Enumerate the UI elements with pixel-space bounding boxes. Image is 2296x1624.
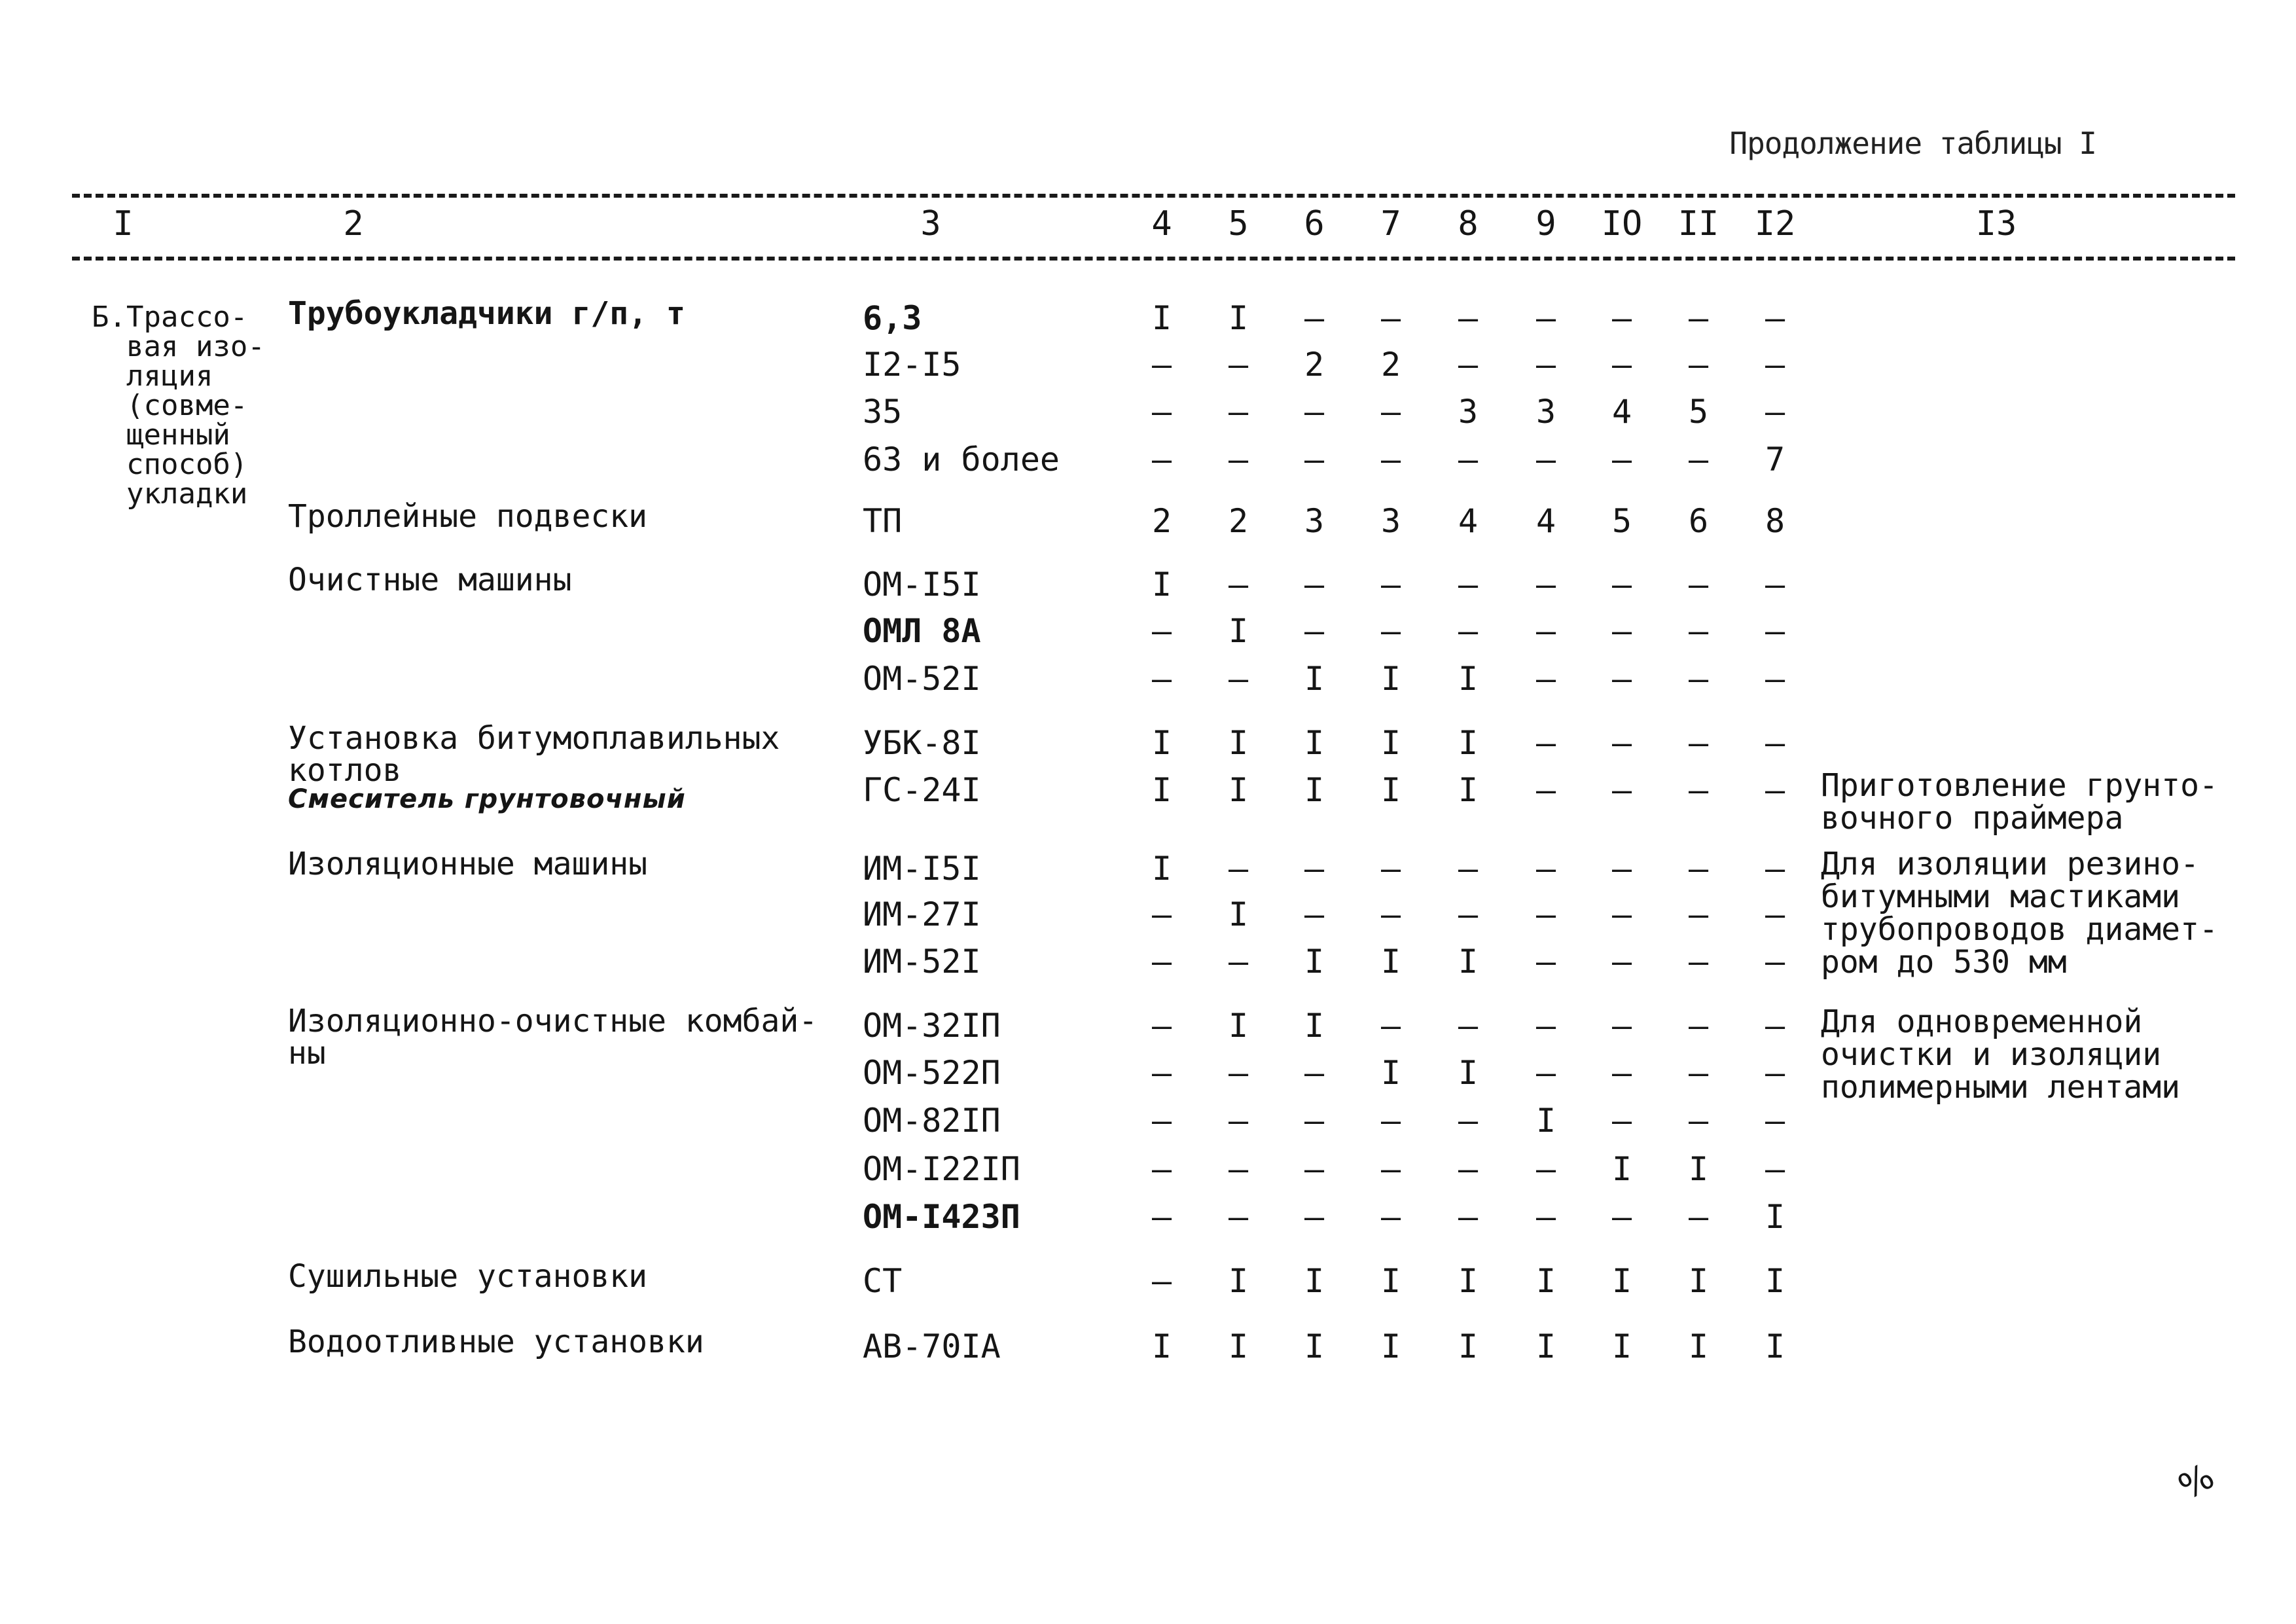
table-cell: I (1458, 660, 1479, 698)
table-cell: – (1228, 393, 1249, 431)
table-cell: 7 (1765, 441, 1785, 478)
handwritten-note: Смеситель грунтовочный (288, 784, 686, 814)
table-cell: – (1611, 299, 1632, 337)
table-cell: I (1304, 771, 1325, 809)
note-combine: Для одновременной очистки и изоляции полимерными лентами (1821, 1003, 2181, 1106)
table-cell: – (1151, 1102, 1172, 1140)
table-cell: – (1304, 566, 1325, 604)
table-cell: I (1765, 1327, 1785, 1365)
row-code: ОМ-522П (863, 1054, 1001, 1092)
header-rule-top (72, 194, 2235, 198)
row-code: 63 и более (863, 441, 1060, 478)
table-cell: I (1611, 1327, 1632, 1365)
column-header: 7 (1380, 204, 1401, 244)
table-cell: I (1380, 943, 1401, 981)
table-cell: – (1765, 612, 1785, 650)
table-cell: – (1458, 299, 1479, 337)
row-code: ОМЛ 8А (863, 612, 981, 650)
table-cell: – (1765, 1150, 1785, 1188)
table-cell: – (1765, 895, 1785, 933)
table-cell: I (1458, 943, 1479, 981)
table-cell: I (1688, 1327, 1709, 1365)
column-header: IO (1601, 204, 1643, 244)
row-name: Троллейные подвески (288, 498, 648, 535)
table-cell: – (1380, 1007, 1401, 1045)
table-cell: – (1151, 612, 1172, 650)
table-cell: – (1151, 660, 1172, 698)
row-code: 35 (863, 393, 903, 431)
table-cell: 8 (1765, 502, 1785, 540)
table-cell: – (1611, 1102, 1632, 1140)
column-header: I2 (1754, 204, 1796, 244)
table-cell: I (1304, 1007, 1325, 1045)
table-cell: 6 (1688, 502, 1709, 540)
table-cell: – (1458, 1007, 1479, 1045)
table-cell: – (1765, 943, 1785, 981)
table-cell: – (1765, 724, 1785, 762)
note-insulation: Для изоляции резино- битумными мастиками трубопроводов диамет- ром до 530 мм (1821, 846, 2218, 981)
table-cell: 2 (1304, 346, 1325, 384)
table-cell: 4 (1535, 502, 1556, 540)
table-cell: – (1688, 612, 1709, 650)
table-cell: – (1304, 393, 1325, 431)
row-code: ГС-24I (863, 771, 981, 809)
table-cell: – (1151, 1150, 1172, 1188)
row-code: ТП (863, 502, 903, 540)
row-name: Изоляционно-очистные комбай- ны (288, 1003, 818, 1072)
table-cell: – (1765, 771, 1785, 809)
table-cell: I (1535, 1102, 1556, 1140)
table-cell: – (1380, 566, 1401, 604)
table-cell: – (1380, 299, 1401, 337)
table-cell: I (1304, 943, 1325, 981)
row-name: Трубоукладчики г/п, т (288, 295, 685, 332)
row-code: АВ-70IА (863, 1327, 1001, 1365)
row-code: I2-I5 (863, 346, 961, 384)
column-header: 6 (1304, 204, 1325, 244)
table-cell: I (1228, 895, 1249, 933)
table-cell: – (1688, 1054, 1709, 1092)
table-cell: I (1304, 724, 1325, 762)
table-cell: I (1151, 566, 1172, 604)
table-cell: – (1611, 895, 1632, 933)
column-header: 4 (1151, 204, 1172, 244)
table-cell: – (1535, 771, 1556, 809)
table-cell: 2 (1380, 346, 1401, 384)
table-cell: I (1151, 850, 1172, 888)
column-header: I3 (1975, 204, 2017, 244)
table-cell: – (1611, 1198, 1632, 1236)
table-cell: I (1151, 299, 1172, 337)
table-cell: 4 (1611, 393, 1632, 431)
table-cell: – (1151, 1007, 1172, 1045)
table-cell: 3 (1535, 393, 1556, 431)
row-code: ИМ-27I (863, 895, 981, 933)
page-mark: % (2171, 1455, 2221, 1508)
row-code: ОМ-I22IП (863, 1150, 1020, 1188)
table-cell: I (1151, 1327, 1172, 1365)
table-cell: – (1765, 299, 1785, 337)
table-cell: – (1611, 566, 1632, 604)
table-cell: – (1304, 441, 1325, 478)
table-cell: – (1688, 660, 1709, 698)
table-cell: I (1151, 724, 1172, 762)
table-cell: I (1458, 1262, 1479, 1300)
table-cell: 2 (1151, 502, 1172, 540)
table-cell: – (1151, 1262, 1172, 1300)
table-cell: – (1304, 612, 1325, 650)
table-cell: – (1535, 346, 1556, 384)
table-cell: – (1611, 612, 1632, 650)
row-name: Водоотливные установки (288, 1324, 704, 1360)
table-cell: – (1380, 393, 1401, 431)
table-cell: I (1228, 1007, 1249, 1045)
row-code: ОМ-I5I (863, 566, 981, 604)
table-cell: – (1765, 1007, 1785, 1045)
table-cell: I (1151, 771, 1172, 809)
table-cell: – (1151, 346, 1172, 384)
table-cell: – (1458, 441, 1479, 478)
table-cell: I (1611, 1262, 1632, 1300)
table-cell: – (1380, 1198, 1401, 1236)
table-cell: – (1688, 299, 1709, 337)
table-cell: – (1304, 895, 1325, 933)
table-cell: 3 (1458, 393, 1479, 431)
table-cell: I (1611, 1150, 1632, 1188)
table-cell: – (1228, 1102, 1249, 1140)
table-cell: – (1688, 895, 1709, 933)
table-cell: – (1535, 299, 1556, 337)
table-cell: – (1611, 724, 1632, 762)
table-cell: – (1688, 1198, 1709, 1236)
table-cell: I (1535, 1262, 1556, 1300)
table-cell: – (1458, 566, 1479, 604)
table-cell: – (1228, 441, 1249, 478)
column-header: II (1677, 204, 1719, 244)
row-code: УБК-8I (863, 724, 981, 762)
column-header: 8 (1458, 204, 1479, 244)
table-cell: – (1228, 1054, 1249, 1092)
table-cell: – (1535, 612, 1556, 650)
table-cell: – (1611, 850, 1632, 888)
table-cell: – (1304, 850, 1325, 888)
table-cell: I (1228, 299, 1249, 337)
table-cell: I (1458, 1327, 1479, 1365)
table-cell: I (1228, 1327, 1249, 1365)
table-cell: – (1228, 943, 1249, 981)
table-cell: – (1611, 1007, 1632, 1045)
table-cell: – (1765, 346, 1785, 384)
table-cell: 5 (1688, 393, 1709, 431)
row-code: ОМ-I423П (863, 1198, 1020, 1236)
column-header: 5 (1228, 204, 1249, 244)
column-header: 3 (920, 204, 941, 244)
table-cell: – (1765, 393, 1785, 431)
row-code: ИМ-52I (863, 943, 981, 981)
table-cell: I (1458, 724, 1479, 762)
table-cell: I (1458, 771, 1479, 809)
table-cell: – (1458, 346, 1479, 384)
table-cell: – (1535, 1007, 1556, 1045)
table-cell: I (1228, 724, 1249, 762)
table-cell: – (1765, 1054, 1785, 1092)
table-cell: – (1688, 566, 1709, 604)
table-cell: – (1688, 441, 1709, 478)
table-cell: – (1611, 771, 1632, 809)
page-title: Продолжение таблицы I (1729, 126, 2096, 161)
table-cell: 2 (1228, 502, 1249, 540)
table-cell: – (1765, 566, 1785, 604)
row-code: ИМ-I5I (863, 850, 981, 888)
row-name: Сушильные установки (288, 1258, 648, 1295)
table-cell: – (1228, 1198, 1249, 1236)
table-cell: – (1228, 566, 1249, 604)
table-cell: I (1535, 1327, 1556, 1365)
table-cell: I (1458, 1054, 1479, 1092)
table-cell: – (1151, 943, 1172, 981)
column-header: 2 (343, 204, 364, 244)
table-cell: 4 (1458, 502, 1479, 540)
table-cell: I (1228, 771, 1249, 809)
table-cell: I (1380, 1054, 1401, 1092)
table-cell: – (1458, 1102, 1479, 1140)
table-cell: – (1458, 895, 1479, 933)
row-code: ОМ-52I (863, 660, 981, 698)
table-cell: I (1304, 1262, 1325, 1300)
table-cell: – (1535, 1054, 1556, 1092)
table-cell: 3 (1380, 502, 1401, 540)
table-cell: – (1611, 346, 1632, 384)
table-cell: I (1304, 1327, 1325, 1365)
table-cell: – (1228, 660, 1249, 698)
table-cell: – (1535, 441, 1556, 478)
table-cell: – (1151, 1054, 1172, 1092)
table-cell: – (1380, 850, 1401, 888)
column-header: I (113, 204, 134, 244)
table-cell: – (1304, 1150, 1325, 1188)
row-code: ОМ-82IП (863, 1102, 1001, 1140)
table-cell: I (1380, 771, 1401, 809)
table-cell: – (1765, 850, 1785, 888)
table-cell: – (1535, 895, 1556, 933)
table-cell: – (1228, 850, 1249, 888)
table-cell: – (1688, 346, 1709, 384)
table-cell: – (1151, 895, 1172, 933)
note-primer: Приготовление грунто- вочного праймера (1821, 767, 2218, 837)
table-cell: – (1380, 612, 1401, 650)
table-cell: I (1380, 1262, 1401, 1300)
table-cell: I (1688, 1262, 1709, 1300)
table-cell: – (1304, 1102, 1325, 1140)
table-cell: – (1380, 1150, 1401, 1188)
table-cell: 5 (1611, 502, 1632, 540)
table-cell: – (1688, 1102, 1709, 1140)
table-cell: – (1535, 943, 1556, 981)
row-code: СТ (863, 1262, 903, 1300)
table-cell: – (1380, 1102, 1401, 1140)
table-cell: – (1765, 1102, 1785, 1140)
row-name: Установка битумоплавильных котлов (288, 720, 780, 789)
table-cell: I (1304, 660, 1325, 698)
table-cell: – (1611, 943, 1632, 981)
table-cell: – (1458, 1150, 1479, 1188)
table-cell: – (1535, 1150, 1556, 1188)
table-cell: – (1535, 566, 1556, 604)
table-cell: – (1380, 895, 1401, 933)
table-cell: – (1304, 1198, 1325, 1236)
table-cell: – (1535, 850, 1556, 888)
table-cell: – (1228, 1150, 1249, 1188)
table-cell: – (1151, 441, 1172, 478)
table-cell: – (1688, 943, 1709, 981)
table-cell: – (1458, 612, 1479, 650)
table-cell: – (1151, 1198, 1172, 1236)
table-cell: – (1535, 660, 1556, 698)
table-cell: I (1765, 1198, 1785, 1236)
section-label: Б.Трассо- вая изо- ляция (совме- щенный способ) укладки (92, 300, 265, 511)
table-cell: I (1380, 724, 1401, 762)
row-name: Очистные машины (288, 562, 572, 598)
table-cell: I (1228, 612, 1249, 650)
table-cell: 3 (1304, 502, 1325, 540)
header-rule-bottom (72, 257, 2235, 261)
table-cell: – (1688, 771, 1709, 809)
row-code: 6,3 (863, 299, 922, 337)
row-name: Изоляционные машины (288, 846, 648, 882)
table-cell: I (1228, 1262, 1249, 1300)
table-cell: I (1380, 660, 1401, 698)
row-code: ОМ-32IП (863, 1007, 1001, 1045)
table-cell: – (1304, 299, 1325, 337)
table-cell: – (1688, 1007, 1709, 1045)
table-cell: I (1688, 1150, 1709, 1188)
table-cell: – (1228, 346, 1249, 384)
table-cell: – (1611, 660, 1632, 698)
table-cell: – (1151, 393, 1172, 431)
table-cell: – (1304, 1054, 1325, 1092)
table-cell: – (1458, 850, 1479, 888)
table-cell: – (1688, 850, 1709, 888)
table-cell: I (1765, 1262, 1785, 1300)
table-cell: I (1380, 1327, 1401, 1365)
column-header: 9 (1535, 204, 1556, 244)
table-cell: – (1535, 724, 1556, 762)
table-cell: – (1458, 1198, 1479, 1236)
table-cell: – (1380, 441, 1401, 478)
table-cell: – (1611, 1054, 1632, 1092)
table-cell: – (1535, 1198, 1556, 1236)
table-cell: – (1765, 660, 1785, 698)
table-cell: – (1611, 441, 1632, 478)
table-cell: – (1688, 724, 1709, 762)
